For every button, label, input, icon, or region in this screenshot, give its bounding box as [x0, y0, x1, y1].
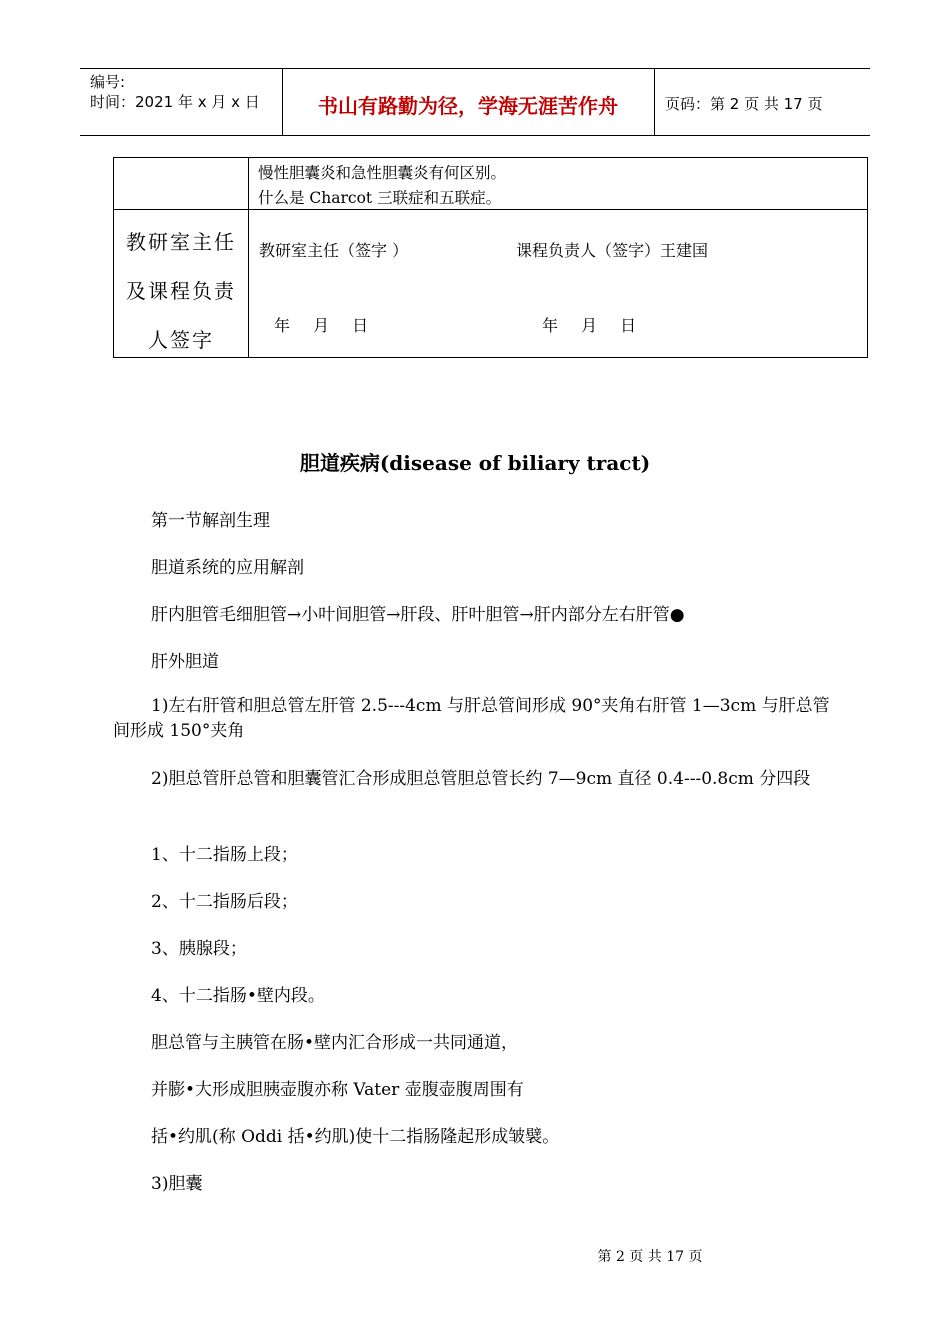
- header-top-rule: [80, 68, 870, 69]
- table-row-divider: [114, 209, 867, 210]
- course-leader-signature: 课程负责人（签字）王建国: [516, 241, 709, 260]
- header-bottom-rule: [80, 135, 870, 136]
- list-item-2: 2、十二指肠后段；: [151, 892, 298, 912]
- signature-label-line-2: 及课程负责: [126, 279, 236, 303]
- list-item-1: 1、十二指肠上段；: [151, 845, 298, 865]
- signature-label-line-1: 教研室主任: [126, 230, 236, 254]
- text-line-oddi: 括•约肌(称 Oddi 括•约肌)使十二指肠隆起形成皱襞。: [151, 1127, 560, 1147]
- extrahepatic-heading: 肝外胆道: [151, 652, 219, 672]
- header-number: 编号:: [90, 73, 126, 91]
- header-time: 时间：2021 年 x 月 x 日: [90, 93, 260, 111]
- header-page-info: 页码：第 2 页 共 17 页: [665, 95, 823, 113]
- paragraph-hepatic-ducts: 1)左右肝管和胆总管左肝管 2.5---4cm 与肝总管间形成 90°夹角右肝管 1—3cm 与肝总管间形成 150°夹角: [113, 696, 830, 741]
- signature-label: [114, 218, 248, 365]
- signature-table: [113, 157, 868, 358]
- course-leader-date: 年 月 日: [542, 316, 637, 335]
- page-title: 胆道疾病(disease of biliary tract): [299, 451, 651, 475]
- gallbladder-heading: 3)胆囊: [151, 1174, 203, 1194]
- page-footer: 第 2 页 共 17 页: [597, 1249, 703, 1265]
- list-item-3: 3、胰腺段；: [151, 939, 247, 959]
- director-date: 年 月 日: [274, 316, 369, 335]
- header-motto: 书山有路勤为径，学海无涯苦作舟: [318, 94, 618, 118]
- section-heading: 第一节解剖生理: [151, 511, 270, 531]
- review-question-2: 什么是 Charcot 三联症和五联症。: [258, 189, 502, 207]
- paragraph-common-bile-duct: 2)胆总管肝总管和胆囊管汇合形成胆总管胆总管长约 7—9cm 直径 0.4---0.8cm 分四段: [151, 769, 811, 789]
- header-divider-right: [654, 68, 655, 136]
- header-meta: [90, 72, 260, 112]
- list-item-4: 4、十二指肠•壁内段。: [151, 986, 325, 1006]
- text-line-vater: 并膨•大形成胆胰壶腹亦称 Vater 壶腹壶腹周围有: [151, 1080, 524, 1100]
- signature-label-line-3: 人签字: [148, 328, 214, 352]
- table-column-divider: [248, 158, 249, 357]
- review-question-1: 慢性胆囊炎和急性胆囊炎有何区别。: [258, 164, 507, 182]
- subsection-heading: 胆道系统的应用解剖: [151, 558, 304, 578]
- director-signature: 教研室主任（签字 ）: [259, 241, 409, 260]
- intrahepatic-duct-line: 肝内胆管毛细胆管→小叶间胆管→肝段、肝叶胆管→肝内部分左右肝管●: [151, 605, 685, 625]
- text-line-common-channel: 胆总管与主胰管在肠•壁内汇合形成一共同通道，: [151, 1033, 519, 1053]
